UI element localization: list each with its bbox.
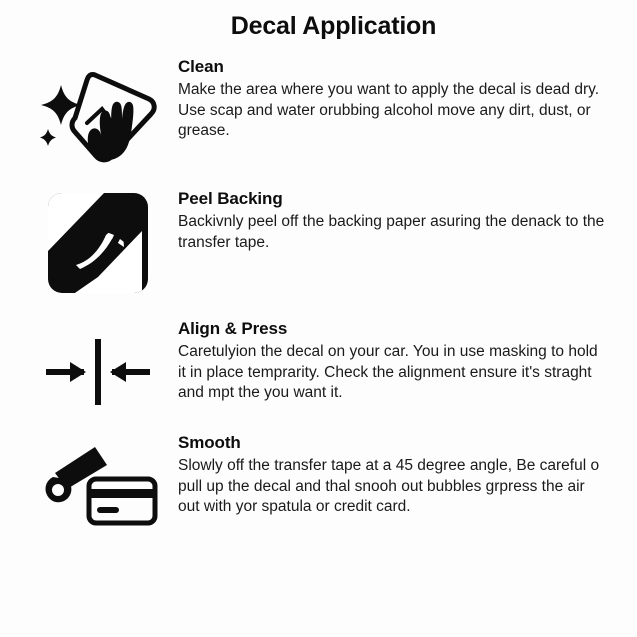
step-smooth-icon-cell: [18, 433, 178, 535]
steps-list: [0, 41, 637, 535]
step-clean-body: Make the area where you want to apply the decal is dead dry. Use scap and water orubbing alcohol move any dirt, dust, or grease.: [178, 81, 600, 140]
step-clean-icon-cell: [18, 57, 178, 173]
step-clean-text: [178, 57, 619, 142]
squeegee-card-icon: [37, 443, 159, 535]
step-clean: [18, 57, 619, 173]
step-peel-heading: Peel Backing: [178, 189, 283, 208]
peel-arrow-square-icon: [46, 191, 150, 295]
step-align-body: Caretulyion the decal on your car. You in use masking to hold it in place temprarity. Check the alignment ensure it's straght and mpt the you want it.: [178, 343, 598, 402]
step-smooth-text: [178, 433, 619, 518]
step-smooth: [18, 433, 619, 535]
step-align-heading: Align & Press: [178, 319, 288, 338]
step-clean-heading: Clean: [178, 57, 224, 76]
step-peel-icon-cell: [18, 189, 178, 295]
step-smooth-body: Slowly off the transfer tape at a 45 degree angle, Be careful o pull up the decal and thal snooh out bubbles grpress the air out with yor spatula or credit card.: [178, 457, 600, 516]
step-smooth-heading: Smooth: [178, 433, 241, 452]
step-peel-text: [178, 189, 619, 253]
step-align-press: [18, 319, 619, 411]
align-arrows-icon: [42, 333, 154, 411]
step-peel-backing: [18, 189, 619, 295]
step-align-text: [178, 319, 619, 404]
step-peel-body: Backivnly peel off the backing paper asuring the denack to the transfer tape.: [178, 213, 605, 251]
sparkle-cloth-hand-icon: [39, 63, 157, 173]
step-align-icon-cell: [18, 319, 178, 411]
page-title: Decal Application: [230, 12, 437, 40]
